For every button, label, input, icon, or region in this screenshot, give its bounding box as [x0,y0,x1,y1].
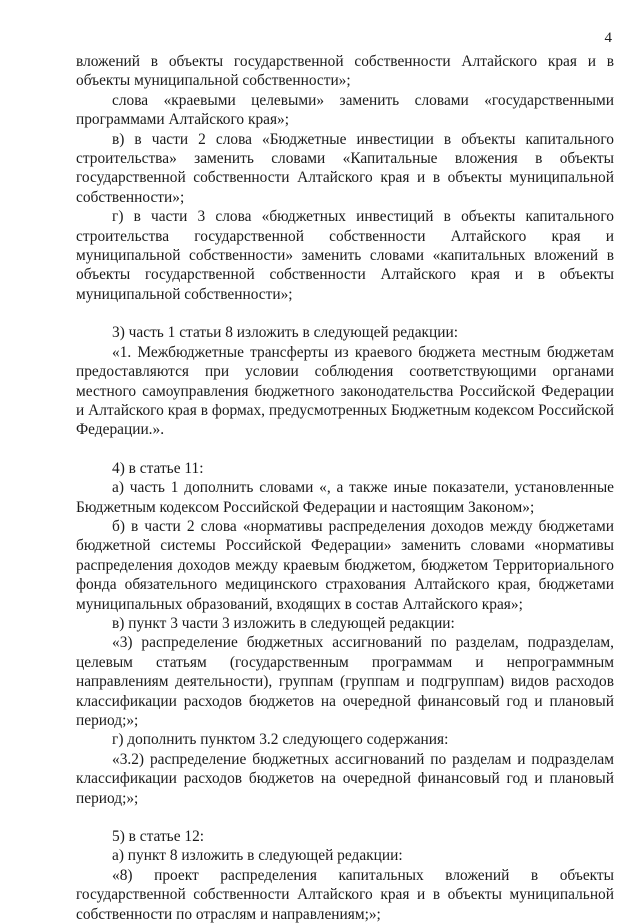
paragraph-gap [76,808,614,827]
paragraph-16: «8) проект распределения капитальных вложений в объекты государственной собственности Алтайского края и в объекты муниципальной собственности по отраслям и направлениям;»; [76,866,614,923]
paragraph-15: а) пункт 8 изложить в следующей редакции: [112,847,403,865]
paragraph-11: «3) распределение бюджетных ассигнований по разделам, подразделам, целевым статьям (государственным программам и непрограммным направлениям деятельности), группам (группам и подгруппам) видов расходов классификации расходов бюджетов на очередной финансовый год и плановый период;»; [76,634,614,729]
paragraph-12: г) дополнить пунктом 3.2 следующего содержания: [112,731,449,749]
paragraph-9: б) в части 2 слова «нормативы распределения доходов между бюджетами бюджетной системы Российской Федерации» заменить словами «нормативы распределения доходов между краевым бюджетом, бюджетом Территориального фонда обязательного медицинского страхования Алтайского края, бюджетами муниципальных образований, входящих в состав Алтайского края»; [76,517,614,613]
paragraph-4: г) в части 3 слова «бюджетных инвестиций в объекты капитального строительства государственной собственности Алтайского края и муниципальной собственности» заменить словами «капитальных вложений в объекты государственной собственности Алтайского края и в объекты муниципальной собственности»; [76,208,614,303]
paragraph-10: в) пункт 3 части 3 изложить в следующей редакции: [112,614,455,632]
document-body [76,52,614,924]
paragraph-13: «3.2) распределение бюджетных ассигнований по разделам и подразделам классификации расходов бюджетов на очередной финансовый год и плановый период;»; [76,750,614,807]
paragraph-14: 5) в статье 12: [112,828,205,846]
paragraph-7: 4) в статье 11: [112,459,204,477]
page-number: 4 [604,30,612,46]
paragraph-5: 3) часть 1 статьи 8 изложить в следующей редакции: [112,324,459,342]
paragraph-2: слова «краевыми целевыми» заменить словами «государственными программами Алтайского края»; [76,91,614,129]
paragraph-6: «1. Межбюджетные трансферты из краевого бюджета местным бюджетам предоставляются при условии соблюдения соответствующими органами местного самоуправления бюджетного законодательства Российской Федерации и Алтайского края в формах, предусмотренных Бюджетным кодексом Российской Федерации.». [76,343,614,439]
paragraph-8: а) часть 1 дополнить словами «, а также иные показатели, установленные Бюджетным кодексом Российской Федерации и настоящим Законом»; [76,479,614,516]
paragraph-gap [76,304,614,323]
paragraph-3: в) в части 2 слова «Бюджетные инвестиции в объекты капитального строительства» заменить словами «Капитальные вложения в объекты государственной собственности Алтайского края и в объекты муниципальной собственности»; [76,130,614,206]
paragraph-1: вложений в объекты государственной собственности Алтайского края и в объекты муниципальной собственности»; [76,53,614,90]
paragraph-gap [76,440,614,459]
